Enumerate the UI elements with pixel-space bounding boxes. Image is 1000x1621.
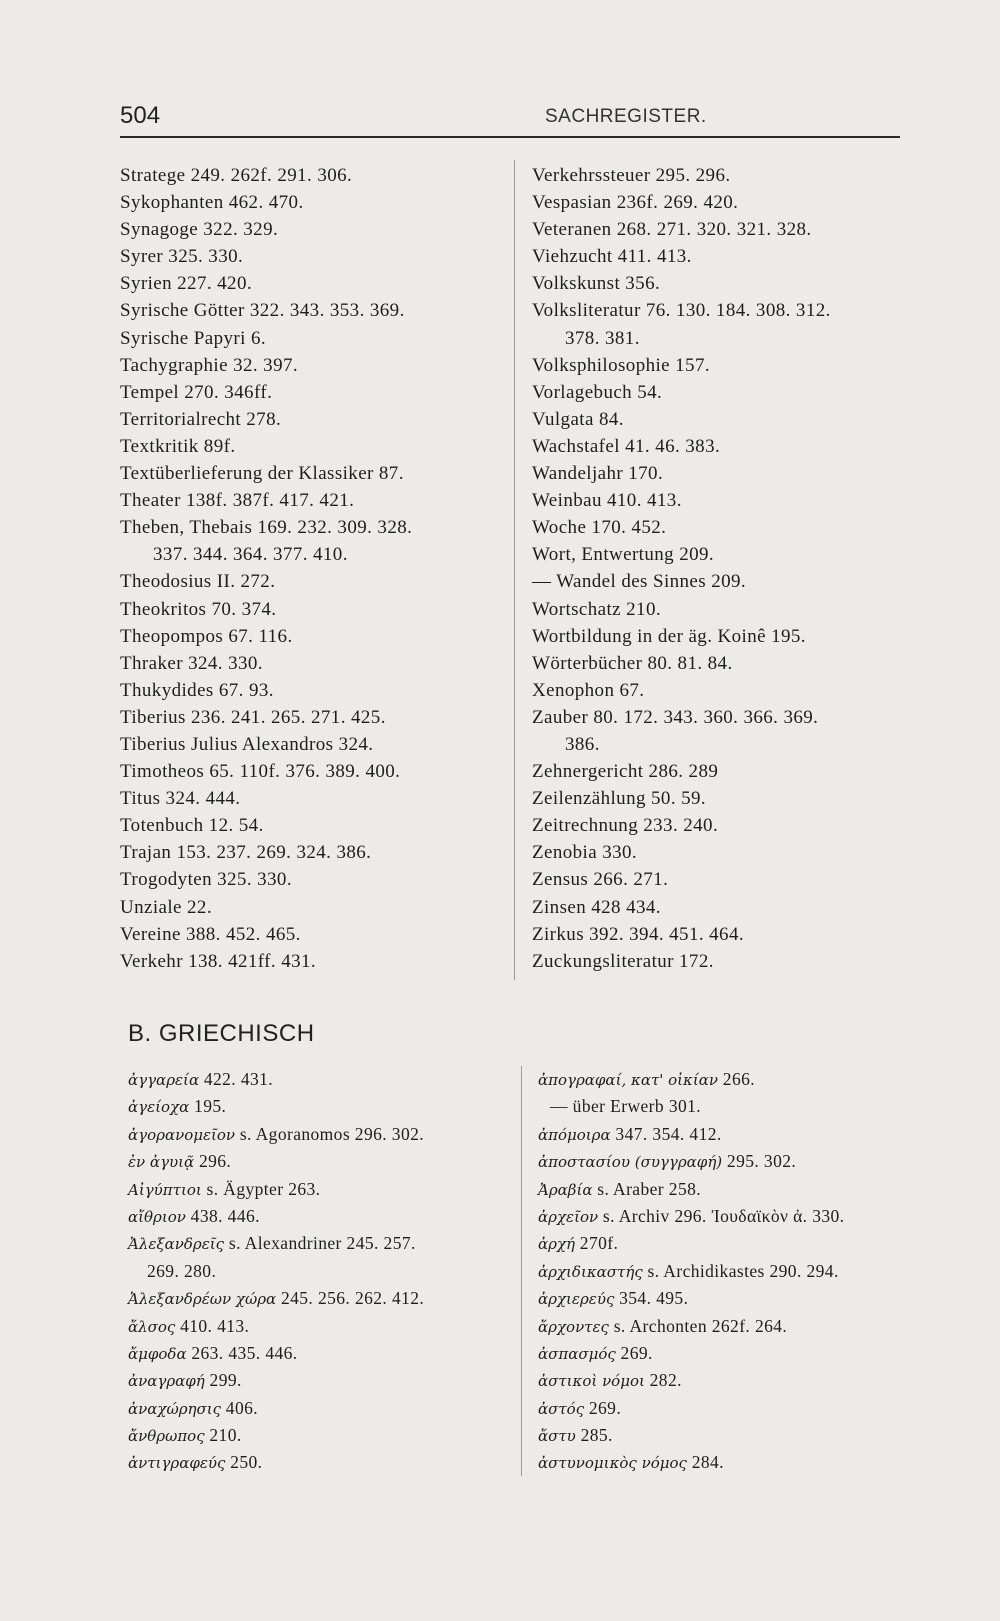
index-entry	[538, 1148, 844, 1175]
index-entry	[538, 1121, 844, 1148]
column-divider	[521, 1066, 522, 1476]
index-entry: Tachygraphie 32. 397.	[120, 354, 299, 376]
index-entry: Theater 138f. 387f. 417. 421.	[120, 490, 355, 512]
index-entry: Textüberlieferung der Klassiker 87.	[120, 463, 404, 485]
index-entry: Zeilenzählung 50. 59.	[532, 788, 707, 810]
entry-references: 299.	[204, 1370, 242, 1391]
index-entry: Tiberius 236. 241. 265. 271. 425.	[120, 706, 386, 728]
index-entry: Zauber 80. 172. 343. 360. 366. 369.	[532, 706, 819, 728]
section-b-heading: B. GRIECHISCH	[128, 1020, 315, 1047]
index-entry: Verkehr 138. 421ff. 431.	[120, 950, 317, 972]
entry-references: 282.	[644, 1370, 682, 1391]
entry-references: 250.	[225, 1452, 263, 1473]
greek-term: Ἀραβία	[538, 1180, 593, 1199]
index-entry: Wörterbücher 80. 81. 84.	[532, 652, 733, 674]
index-entry: Zeitrechnung 233. 240.	[532, 815, 719, 837]
entry-references: 295. 302.	[722, 1151, 797, 1172]
greek-term: ἀστυνομικὸς νόμος	[538, 1454, 687, 1473]
index-entry: Syrer 325. 330.	[120, 246, 244, 268]
index-entry: Vorlagebuch 54.	[532, 381, 663, 403]
entry-references: 347. 354. 412.	[610, 1123, 722, 1144]
index-entry	[538, 1340, 844, 1367]
index-entry: Xenophon 67.	[532, 679, 645, 701]
entry-references: s. Archidikastes 290. 294.	[642, 1260, 839, 1281]
entry-references: 269.	[584, 1397, 622, 1418]
index-entry	[128, 1121, 424, 1148]
entry-references: 269. 280.	[147, 1260, 217, 1281]
index-entry	[128, 1230, 424, 1257]
index-entry: Wortbildung in der äg. Koinê 195.	[532, 625, 806, 647]
index-entry	[538, 1230, 844, 1257]
entry-references: s. Araber 258.	[592, 1178, 702, 1199]
greek-term: ἄνθρωπος	[128, 1427, 205, 1446]
greek-term: ἄρχοντες	[538, 1317, 609, 1336]
index-entry	[128, 1285, 424, 1312]
greek-term: ἀγορανομεῖον	[128, 1125, 236, 1144]
index-entry: Unziale 22.	[120, 896, 212, 918]
index-entry	[538, 1395, 844, 1422]
index-entry	[128, 1313, 424, 1340]
entry-references: 245. 256. 262. 412.	[276, 1288, 425, 1309]
index-entry	[128, 1176, 424, 1203]
greek-term: Ἀλεξανδρεῖς	[128, 1235, 225, 1254]
index-entry	[538, 1066, 844, 1093]
index-entry	[128, 1367, 424, 1394]
greek-term: ἄλσος	[128, 1317, 176, 1336]
index-entry	[128, 1148, 424, 1175]
entry-references: 296.	[194, 1151, 232, 1172]
index-entry	[538, 1422, 844, 1449]
index-entry: Wachstafel 41. 46. 383.	[532, 435, 721, 457]
index-entry	[128, 1422, 424, 1449]
entry-references: 438. 446.	[185, 1205, 260, 1226]
index-entry: Thukydides 67. 93.	[120, 679, 274, 701]
index-column-a-right	[532, 162, 831, 975]
greek-term: ἀγγαρεία	[128, 1071, 200, 1089]
index-entry: Volksphilosophie 157.	[532, 354, 711, 376]
index-entry: Weinbau 410. 413.	[532, 490, 682, 512]
index-entry	[538, 1176, 844, 1203]
index-entry: Timotheos 65. 110f. 376. 389. 400.	[120, 761, 401, 783]
index-entry: Titus 324. 444.	[120, 788, 241, 810]
entry-references: s. Archonten 262f. 264.	[608, 1315, 788, 1336]
index-entry-continuation	[538, 1093, 844, 1120]
index-entry: Volkskunst 356.	[532, 273, 661, 295]
index-entry: Tempel 270. 346ff.	[120, 381, 273, 403]
index-entry: Vereine 388. 452. 465.	[120, 923, 301, 945]
greek-term: ἀρχιερεύς	[538, 1290, 615, 1309]
entry-references: s. Ägypter 263.	[201, 1178, 321, 1199]
entry-references: 406.	[221, 1397, 259, 1418]
column-divider	[514, 160, 515, 980]
entry-references: 270f.	[575, 1233, 619, 1254]
index-entry: Verkehrssteuer 295. 296.	[532, 165, 731, 186]
index-entry	[538, 1285, 844, 1312]
index-entry: Syrische Papyri 6.	[120, 327, 266, 349]
greek-term: ἀντιγραφεύς	[128, 1454, 226, 1473]
greek-term: ἀποστασίου (συγγραφή)	[538, 1153, 723, 1172]
index-entry: Theopompos 67. 116.	[120, 625, 293, 647]
index-entry-continuation: 378. 381.	[565, 327, 640, 349]
index-entry: Vulgata 84.	[532, 408, 624, 430]
entry-references: — über Erwerb 301.	[550, 1096, 702, 1117]
index-entry	[128, 1340, 424, 1367]
greek-term: ἀσπασμός	[538, 1344, 616, 1363]
greek-term: ἀπόμοιρα	[538, 1125, 611, 1144]
index-entry: Zenobia 330.	[532, 842, 638, 864]
page-header	[120, 100, 900, 138]
greek-term: ἀπογραφαί, κατ' οἰκίαν	[538, 1071, 719, 1089]
running-title: SACHREGISTER.	[545, 106, 707, 127]
entry-references: 210.	[204, 1425, 242, 1446]
index-entry: Zirkus 392. 394. 451. 464.	[532, 923, 745, 945]
entry-references: 285.	[575, 1425, 613, 1446]
greek-term: ἀγείοχα	[128, 1098, 190, 1117]
index-entry: Volksliteratur 76. 130. 184. 308. 312.	[532, 300, 831, 322]
index-entry	[538, 1367, 844, 1394]
index-entry: Synagoge 322. 329.	[120, 219, 279, 241]
entry-references: 269.	[615, 1342, 653, 1363]
index-entry	[128, 1066, 424, 1093]
index-entry: Viehzucht 411. 413.	[532, 246, 692, 268]
index-entry	[128, 1395, 424, 1422]
index-entry: Wortschatz 210.	[532, 598, 661, 620]
index-entry: Stratege 249. 262f. 291. 306.	[120, 165, 353, 186]
index-entry: Theben, Thebais 169. 232. 309. 328.	[120, 517, 413, 539]
index-entry: Zuckungsliteratur 172.	[532, 950, 714, 972]
index-entry: Tiberius Julius Alexandros 324.	[120, 733, 374, 755]
index-entry: Vespasian 236f. 269. 420.	[532, 192, 739, 214]
index-entry: Territorialrecht 278.	[120, 408, 282, 430]
index-entry	[538, 1313, 844, 1340]
index-entry: Syrische Götter 322. 343. 353. 369.	[120, 300, 405, 322]
greek-term: ἄστυ	[538, 1427, 576, 1446]
greek-term: ἐν ἀγυιᾷ	[128, 1153, 195, 1172]
entry-references: s. Alexandriner 245. 257.	[224, 1233, 416, 1254]
index-entry: Woche 170. 452.	[532, 517, 667, 539]
greek-term: ἀρχή	[538, 1235, 576, 1254]
greek-term: ἀρχιδικαστής	[538, 1262, 643, 1281]
index-entry-continuation: 337. 344. 364. 377. 410.	[153, 544, 348, 566]
index-entry: Veteranen 268. 271. 320. 321. 328.	[532, 219, 812, 241]
greek-term: ἀναχώρησις	[128, 1399, 222, 1418]
index-entry: Trogodyten 325. 330.	[120, 869, 292, 891]
index-entry: — Wandel des Sinnes 209.	[532, 571, 747, 593]
index-column-b-left	[128, 1066, 424, 1477]
index-entry: Theodosius II. 272.	[120, 571, 276, 593]
index-entry	[538, 1449, 844, 1476]
index-entry: Textkritik 89f.	[120, 435, 236, 457]
greek-term: ἄμφοδα	[128, 1344, 187, 1363]
entry-references: 284.	[686, 1452, 724, 1473]
index-entry: Zinsen 428 434.	[532, 896, 661, 918]
greek-term: αἴθριον	[128, 1207, 186, 1226]
index-entry-continuation	[128, 1258, 424, 1285]
index-entry	[128, 1449, 424, 1476]
index-entry: Syrien 227. 420.	[120, 273, 253, 295]
index-column-a-left	[120, 162, 412, 975]
index-entry	[128, 1093, 424, 1120]
entry-references: 422. 431.	[199, 1069, 274, 1089]
index-entry	[538, 1203, 844, 1230]
index-entry: Totenbuch 12. 54.	[120, 815, 264, 837]
index-entry: Wort, Entwertung 209.	[532, 544, 715, 566]
index-entry: Wandeljahr 170.	[532, 463, 664, 485]
greek-term: ἀναγραφή	[128, 1372, 205, 1391]
index-entry-continuation: 386.	[565, 733, 600, 755]
index-entry: Theokritos 70. 374.	[120, 598, 277, 620]
index-entry: Trajan 153. 237. 269. 324. 386.	[120, 842, 372, 864]
page-number: 504	[120, 102, 161, 129]
entry-references: 354. 495.	[614, 1288, 689, 1309]
greek-term: Ἀλεξανδρέων χώρα	[128, 1290, 277, 1309]
greek-term: ἀστός	[538, 1399, 585, 1418]
greek-term: ἀρχεῖον	[538, 1207, 599, 1226]
greek-term: Αἰγύπτιοι	[128, 1180, 202, 1199]
entry-references: s. Agoranomos 296. 302.	[235, 1123, 425, 1144]
index-entry: Sykophanten 462. 470.	[120, 192, 304, 214]
index-entry	[538, 1258, 844, 1285]
greek-term: ἀστικοὶ νόμοι	[538, 1372, 645, 1391]
entry-references: 410. 413.	[175, 1315, 250, 1336]
entry-references: 263. 435. 446.	[186, 1342, 298, 1363]
index-entry	[128, 1203, 424, 1230]
entry-references: 195.	[189, 1096, 227, 1117]
entry-references: 266.	[718, 1069, 756, 1089]
index-entry: Thraker 324. 330.	[120, 652, 263, 674]
index-entry: Zehnergericht 286. 289	[532, 761, 719, 783]
index-column-b-right	[538, 1066, 844, 1477]
entry-references: s. Archiv 296. Ἰουδαϊκὸν ἀ. 330.	[598, 1205, 845, 1226]
index-entry: Zensus 266. 271.	[532, 869, 669, 891]
